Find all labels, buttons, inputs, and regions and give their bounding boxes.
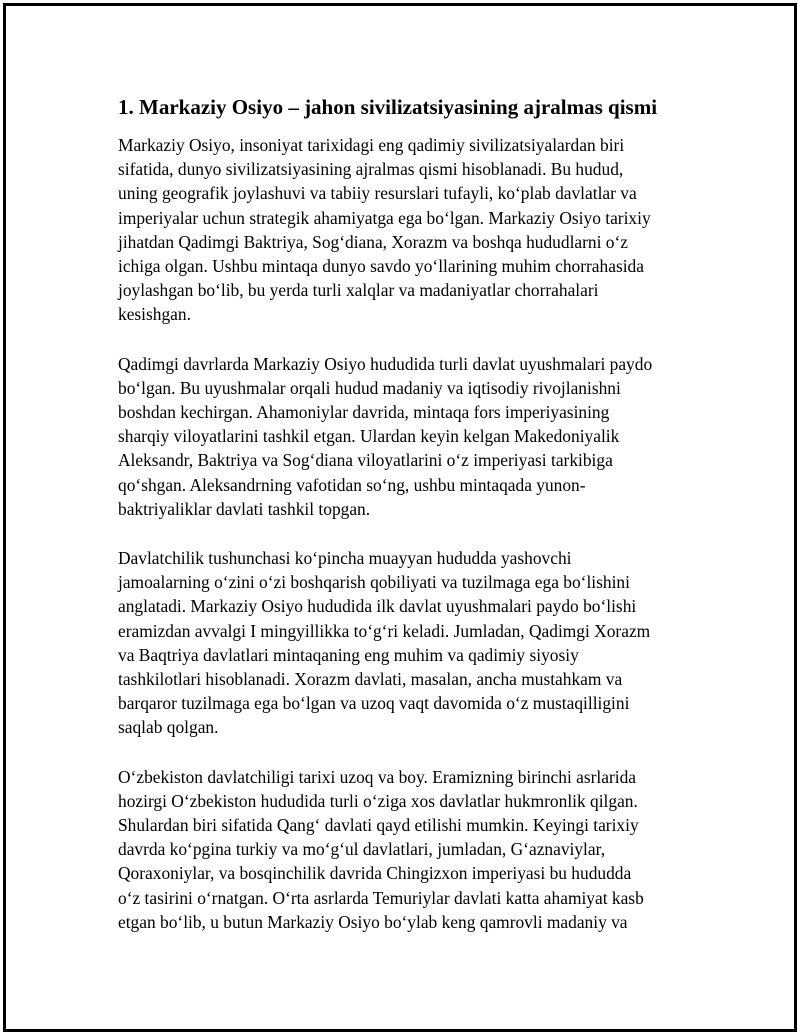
paragraph-line: etgan bo‘lib, u butun Markaziy Osiyo bo‘ylab keng qamrovli madaniy va xyxy=(118,911,628,932)
paragraph-line: Davlatchilik tushunchasi ko‘pincha muayyan hududda yashovchi xyxy=(118,548,572,569)
paragraph-line: boshdan kechirgan. Ahamoniylar davrida, mintaqa fors imperiyasining xyxy=(118,402,610,423)
document-body xyxy=(118,92,693,959)
document-title: 1. Markaziy Osiyo – jahon sivilizatsiyasining ajralmas qismi xyxy=(118,95,658,119)
paragraph-line: qo‘shgan. Aleksandrning vafotidan so‘ng, ushbu mintaqada yunon- xyxy=(118,474,586,495)
paragraph-line: jihatdan Qadimgi Baktriya, Sog‘diana, Xorazm va boshqa hududlarni o‘z xyxy=(118,231,628,252)
paragraph-line: O‘zbekiston davlatchiligi tarixi uzoq va boy. Eramizning birinchi asrlarida xyxy=(118,766,637,787)
paragraph-line: saqlab qolgan. xyxy=(118,717,219,738)
paragraph-line: va Baqtriya davlatlari mintaqaning eng muhim va qadimiy siyosiy xyxy=(118,644,579,665)
paragraph-2 xyxy=(118,352,693,521)
paragraph-line: barqaror tuzilmaga ega bo‘lgan va uzoq vaqt davomida o‘z mustaqilligini xyxy=(118,693,630,714)
paragraph-1 xyxy=(118,133,693,327)
paragraph-line: anglatadi. Markaziy Osiyo hududida ilk davlat uyushmalari paydo bo‘lishi xyxy=(118,596,637,617)
paragraph-line: Markaziy Osiyo, insoniyat tarixidagi eng qadimiy sivilizatsiyalardan biri xyxy=(118,135,625,155)
paragraph-line: jamoalarning o‘zini o‘zi boshqarish qobiliyati va tuzilmaga ega bo‘lishini xyxy=(118,572,630,593)
paragraph-line: tashkilotlari hisoblanadi. Xorazm davlati, masalan, ancha mustahkam va xyxy=(118,669,623,690)
paragraph-line: sharqiy viloyatlarini tashkil etgan. Ulardan keyin kelgan Makedoniyalik xyxy=(118,426,620,447)
paragraph-line: hozirgi O‘zbekiston hududida turli o‘ziga xos davlatlar hukmronlik qilgan. xyxy=(118,790,638,811)
paragraph-line: Shulardan biri sifatida Qang‘ davlati qayd etilishi mumkin. Keyingi tarixiy xyxy=(118,815,639,836)
paragraph-3 xyxy=(118,546,693,740)
paragraph-line: uning geografik joylashuvi va tabiiy resurslari tufayli, ko‘plab davlatlar va xyxy=(118,183,637,204)
paragraph-line: Qoraxoniylar, va bosqinchilik davrida Chingizxon imperiyasi bu hududda xyxy=(118,863,632,884)
paragraph-line: ichiga olgan. Ushbu mintaqa dunyo savdo yo‘llarining muhim chorrahasida xyxy=(118,256,644,277)
paragraph-container xyxy=(118,133,693,934)
paragraph-line: kesishgan. xyxy=(118,304,191,325)
paragraph-line: Aleksandr, Baktriya va Sog‘diana viloyatlarini o‘z imperiyasi tarkibiga xyxy=(118,450,613,471)
paragraph-line: eramizdan avvalgi I mingyillikka to‘g‘ri keladi. Jumladan, Qadimgi Xorazm xyxy=(118,620,651,641)
paragraph-line: imperiyalar uchun strategik ahamiyatga ega bo‘lgan. Markaziy Osiyo tarixiy xyxy=(118,207,651,228)
paragraph-line: joylashgan bo‘lib, bu yerda turli xalqlar va madaniyatlar chorrahalari xyxy=(118,280,599,301)
paragraph-line: baktriyaliklar davlati tashkil topgan. xyxy=(118,498,371,519)
paragraph-line: bo‘lgan. Bu uyushmalar orqali hudud madaniy va iqtisodiy rivojlanishni xyxy=(118,377,621,398)
paragraph-line: o‘z tasirini o‘rnatgan. O‘rta asrlarda Temuriylar davlati katta ahamiyat kasb xyxy=(118,887,644,908)
paragraph-line: davrda ko‘pgina turkiy va mo‘g‘ul davlatlari, jumladan, G‘aznaviylar, xyxy=(118,839,606,860)
paragraph-line: Qadimgi davrlarda Markaziy Osiyo hududida turli davlat uyushmalari paydo xyxy=(118,353,653,374)
paragraph-line: sifatida, dunyo sivilizatsiyasining ajralmas qismi hisoblanadi. Bu hudud, xyxy=(118,159,624,180)
paragraph-4 xyxy=(118,765,693,934)
